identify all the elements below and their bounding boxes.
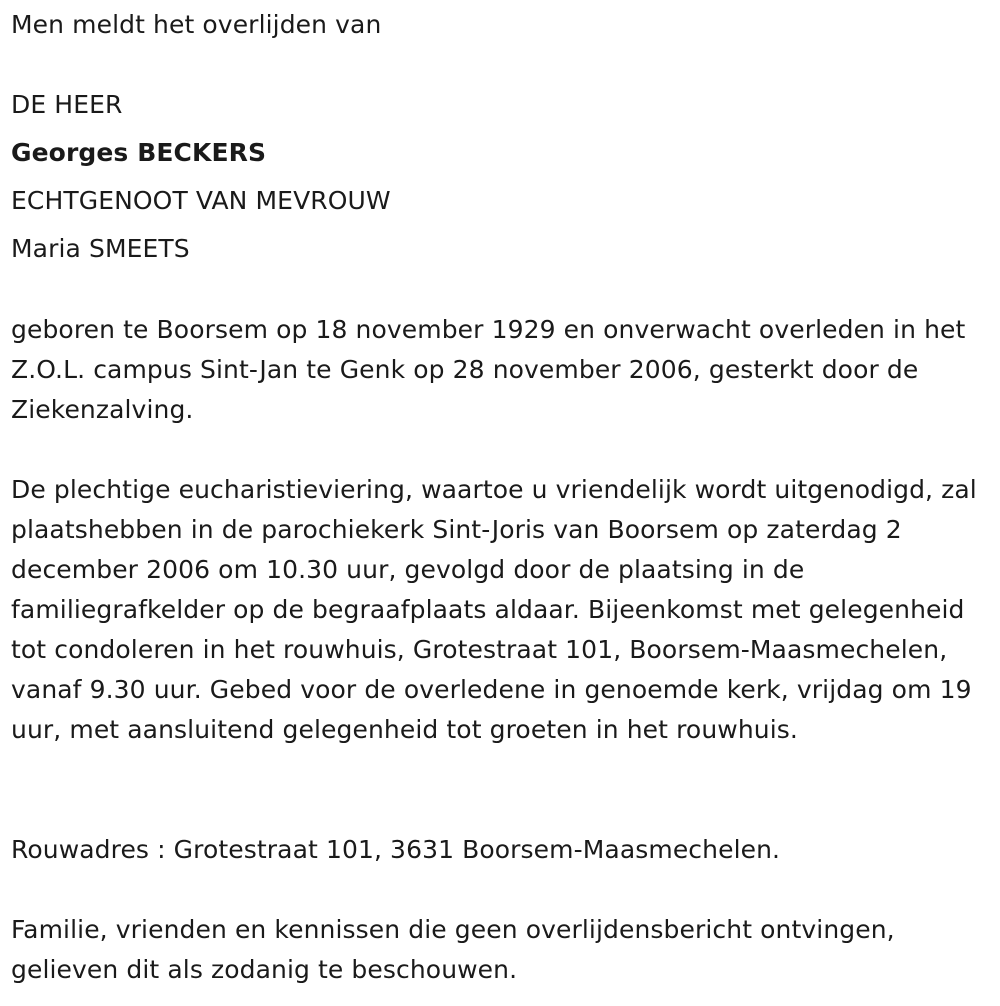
birth-death-paragraph: geboren te Boorsem op 18 november 1929 en onverwacht overleden in het Z.O.L. campus Sint-Jan te Genk op 28 november 2006, gesterkt door de Ziekenzalving. [11, 315, 966, 424]
deceased-name: Georges BECKERS [11, 138, 267, 167]
honorific-title: DE HEER [11, 90, 123, 119]
funeral-service-paragraph: De plechtige eucharistieviering, waartoe u vriendelijk wordt uitgenodigd, zal plaatshebben in de parochiekerk Sint-Joris van Boorsem op zaterdag 2 december 2006 om 10.30 uur, gevolgd door de plaatsing in de familiegrafkelder op de begraafplaats aldaar. Bijeenkomst met gelegenheid tot condoleren in het rouwhuis, Grotestraat 101, Boorsem-Maasmechelen, vanaf 9.30 uur. Gebed voor de overledene in genoemde kerk, vrijdag om 19 uur, met aansluitend gelegenheid tot groeten in het rouwhuis. [11, 475, 977, 744]
closing-note: Familie, vrienden en kennissen die geen overlijdensbericht ontvingen, gelieven dit als zodanig te beschouwen. [11, 915, 895, 984]
intro-text: Men meldt het overlijden van [11, 10, 382, 39]
mourning-address: Rouwadres : Grotestraat 101, 3631 Boorsem-Maasmechelen. [11, 835, 781, 864]
spouse-name: Maria SMEETS [11, 234, 190, 263]
relation-text: ECHTGENOOT VAN MEVROUW [11, 186, 391, 215]
